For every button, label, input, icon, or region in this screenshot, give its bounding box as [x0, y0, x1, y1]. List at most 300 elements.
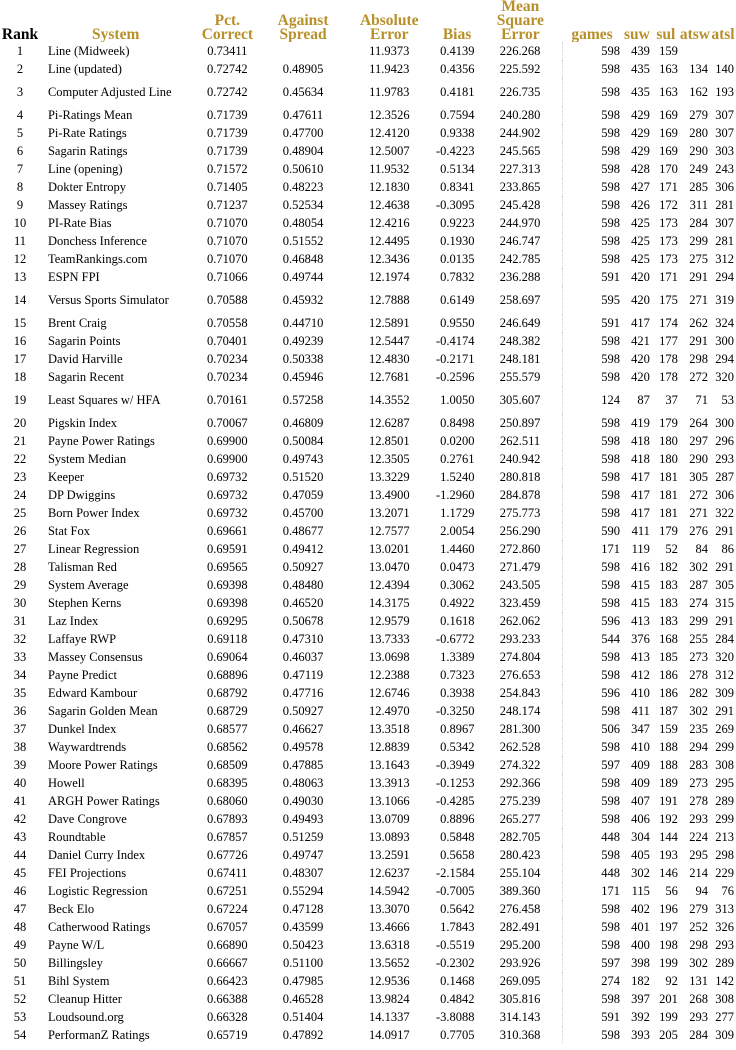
pct-correct-cell: 0.70161 [207, 393, 248, 407]
atsw-cell: 279 [689, 108, 708, 122]
atsw-cell: 283 [689, 758, 708, 772]
mse-cell: 244.902 [499, 126, 541, 140]
bias-cell: 0.8967 [440, 722, 475, 736]
table-row [0, 504, 736, 522]
atsw-cell: 284 [689, 1028, 708, 1042]
games-cell: 598 [562, 332, 622, 350]
atsw-cell: 295 [689, 848, 708, 862]
rank-cell: 37 [13, 722, 27, 736]
suw-cell: 406 [631, 812, 650, 826]
pct-correct-cell: 0.72742 [207, 85, 248, 99]
absolute-error-cell: 12.4394 [368, 578, 410, 592]
suw-cell: 410 [631, 740, 650, 754]
header-system: System [92, 26, 140, 42]
atsw-cell: 278 [689, 668, 708, 682]
against-spread-cell: 0.50927 [282, 704, 324, 718]
suw-cell: 413 [631, 614, 650, 628]
games-cell: 598 [562, 160, 622, 178]
table-row [0, 900, 736, 918]
bias-cell: -0.4223 [436, 144, 475, 158]
sul-cell: 169 [659, 108, 678, 122]
pct-correct-cell: 0.71070 [207, 234, 248, 248]
header-games: games [571, 26, 613, 42]
games-cell: 591 [562, 314, 622, 332]
mse-cell: 305.816 [499, 992, 541, 1006]
absolute-error-cell: 12.6746 [368, 686, 410, 700]
bias-cell: -0.2171 [436, 352, 475, 366]
header-against-spread: Against Spread [277, 12, 329, 42]
absolute-error-cell: 13.7333 [368, 632, 410, 646]
absolute-error-cell: 12.6237 [368, 866, 410, 880]
rank-cell: 3 [16, 85, 24, 99]
suw-cell: 115 [631, 884, 650, 898]
rank-cell: 16 [13, 334, 27, 348]
atsw-cell: 273 [689, 650, 708, 664]
atsw-cell: 252 [689, 920, 708, 934]
atsl-cell [710, 42, 736, 60]
sul-cell: 177 [659, 334, 678, 348]
bias-cell: 1.3389 [440, 650, 475, 664]
sul-cell: 192 [659, 812, 678, 826]
table-row [0, 666, 736, 684]
rank-cell: 52 [13, 992, 27, 1006]
against-spread-cell: 0.46809 [282, 416, 324, 430]
sul-cell: 191 [659, 794, 678, 808]
mse-cell: 250.897 [499, 416, 541, 430]
table-row [0, 106, 736, 124]
pct-correct-cell: 0.69591 [207, 542, 248, 556]
games-cell: 598 [562, 60, 622, 78]
games-cell: 596 [562, 684, 622, 702]
pct-correct-cell: 0.71739 [207, 126, 248, 140]
mse-cell: 275.239 [499, 794, 541, 808]
atsl-cell: 140 [715, 62, 734, 76]
system-cell: Computer Adjusted Line [47, 84, 172, 99]
table-row [0, 124, 736, 142]
system-cell: Payne Predict [47, 667, 118, 682]
table-row [0, 936, 736, 954]
system-cell: Line (Midweek) [47, 43, 130, 58]
atsl-cell: 298 [715, 848, 734, 862]
rank-cell: 48 [13, 920, 27, 934]
system-cell: Payne Power Ratings [47, 433, 155, 448]
absolute-error-cell: 13.1066 [368, 794, 410, 808]
pct-correct-cell: 0.69732 [207, 488, 248, 502]
table-row [0, 414, 736, 432]
games-cell: 598 [562, 414, 622, 432]
bias-cell: 0.7594 [440, 108, 475, 122]
games-cell: 598 [562, 558, 622, 576]
sul-cell: 159 [659, 44, 678, 58]
table-row [0, 268, 736, 286]
bias-cell: 1.1729 [440, 506, 475, 520]
suw-cell: 418 [631, 434, 650, 448]
rank-cell: 39 [13, 758, 27, 772]
absolute-error-cell: 13.4900 [368, 488, 410, 502]
sul-cell: 37 [665, 393, 678, 407]
absolute-error-cell: 13.0698 [368, 650, 410, 664]
games-cell: 590 [562, 522, 622, 540]
system-cell: Linear Regression [47, 541, 140, 556]
against-spread-cell: 0.49239 [282, 334, 324, 348]
absolute-error-cell: 12.4830 [368, 352, 410, 366]
atsl-cell: 296 [715, 434, 734, 448]
absolute-error-cell: 13.2071 [368, 506, 410, 520]
suw-cell: 419 [631, 416, 650, 430]
rank-cell: 23 [13, 470, 27, 484]
atsl-cell: 322 [715, 506, 734, 520]
header-sul: sul [656, 26, 676, 42]
suw-cell: 426 [631, 198, 650, 212]
games-cell: 506 [562, 720, 622, 738]
absolute-error-cell: 12.4638 [368, 198, 410, 212]
sul-cell: 173 [659, 252, 678, 266]
games-cell: 598 [562, 432, 622, 450]
rank-cell: 35 [13, 686, 27, 700]
atsw-cell: 274 [689, 596, 708, 610]
mse-cell: 246.649 [499, 316, 541, 330]
against-spread-cell: 0.48054 [282, 216, 324, 230]
atsw-cell: 299 [689, 614, 708, 628]
mse-cell: 280.818 [499, 470, 541, 484]
pct-correct-cell: 0.66667 [207, 956, 248, 970]
bias-cell: -0.1253 [436, 776, 475, 790]
against-spread-cell: 0.50423 [282, 938, 324, 952]
bias-cell: 0.9338 [440, 126, 475, 140]
rank-cell: 27 [13, 542, 27, 556]
absolute-error-cell: 12.5007 [368, 144, 410, 158]
system-cell: Cleanup Hitter [47, 991, 122, 1006]
sul-cell: 196 [659, 902, 678, 916]
games-cell: 598 [562, 106, 622, 124]
system-cell: Versus Sports Simulator [47, 292, 169, 307]
pct-correct-cell: 0.71066 [207, 270, 248, 284]
pct-correct-cell: 0.68792 [207, 686, 248, 700]
against-spread-cell: 0.46848 [282, 252, 324, 266]
table-row [0, 612, 736, 630]
system-cell: Line (opening) [47, 161, 123, 176]
table-row [0, 648, 736, 666]
against-spread-cell: 0.50927 [282, 560, 324, 574]
system-cell: ARGH Power Ratings [47, 793, 160, 808]
against-spread-cell: 0.45700 [282, 506, 324, 520]
sul-cell: 169 [659, 144, 678, 158]
pct-correct-cell: 0.68509 [207, 758, 248, 772]
against-spread-cell: 0.47700 [282, 126, 324, 140]
pct-correct-cell: 0.71070 [207, 252, 248, 266]
rank-cell: 19 [13, 393, 27, 407]
table-row [0, 386, 736, 414]
table-row [0, 792, 736, 810]
games-cell: 596 [562, 612, 622, 630]
table-row [0, 42, 736, 60]
against-spread-cell: 0.51552 [282, 234, 324, 248]
suw-cell: 397 [631, 992, 650, 1006]
pct-correct-cell: 0.67411 [207, 866, 248, 880]
pct-correct-cell: 0.71237 [207, 198, 248, 212]
system-cell: Stephen Kerns [47, 595, 122, 610]
sul-cell: 189 [659, 776, 678, 790]
bias-cell: -0.3949 [436, 758, 475, 772]
bias-cell: -2.1584 [436, 866, 475, 880]
pct-correct-cell: 0.69732 [207, 470, 248, 484]
table-row [0, 1026, 736, 1044]
mse-cell: 246.747 [499, 234, 541, 248]
atsl-cell: 294 [715, 270, 734, 284]
sul-cell: 185 [659, 650, 678, 664]
bias-cell: 0.4922 [440, 596, 475, 610]
atsw-cell: 84 [695, 542, 708, 556]
absolute-error-cell: 13.0893 [368, 830, 410, 844]
absolute-error-cell: 12.2388 [368, 668, 410, 682]
sul-cell: 197 [659, 920, 678, 934]
atsw-cell: 271 [689, 506, 708, 520]
sul-cell: 178 [659, 370, 678, 384]
absolute-error-cell: 12.7888 [368, 293, 410, 307]
bias-cell: 0.1468 [440, 974, 475, 988]
absolute-error-cell: 13.0709 [368, 812, 410, 826]
games-cell: 274 [562, 972, 622, 990]
games-cell: 598 [562, 178, 622, 196]
pct-correct-cell: 0.68896 [207, 668, 248, 682]
bias-cell: 0.4356 [440, 62, 475, 76]
suw-cell: 415 [631, 578, 650, 592]
rank-cell: 49 [13, 938, 27, 952]
games-cell: 598 [562, 810, 622, 828]
system-cell: Loudsound.org [47, 1009, 124, 1024]
absolute-error-cell: 11.9423 [369, 62, 410, 76]
suw-cell: 417 [631, 506, 650, 520]
suw-cell: 411 [631, 524, 650, 538]
atsl-cell: 305 [715, 578, 734, 592]
against-spread-cell: 0.49412 [282, 542, 324, 556]
atsw-cell: 290 [689, 452, 708, 466]
rank-cell: 53 [13, 1010, 27, 1024]
against-spread-cell: 0.50678 [282, 614, 324, 628]
table-row [0, 846, 736, 864]
games-cell: 598 [562, 792, 622, 810]
table-row [0, 990, 736, 1008]
atsw-cell: 291 [689, 334, 708, 348]
pct-correct-cell: 0.69661 [207, 524, 248, 538]
pct-correct-cell: 0.71739 [207, 144, 248, 158]
system-cell: TeamRankings.com [47, 251, 148, 266]
table-row [0, 702, 736, 720]
suw-cell: 393 [631, 1028, 650, 1042]
games-cell: 598 [562, 196, 622, 214]
absolute-error-cell: 12.4970 [368, 704, 410, 718]
suw-cell: 413 [631, 650, 650, 664]
against-spread-cell: 0.49493 [282, 812, 324, 826]
against-spread-cell: 0.49578 [282, 740, 324, 754]
atsl-cell: 295 [715, 776, 734, 790]
rank-cell: 2 [16, 62, 24, 76]
rank-cell: 10 [13, 216, 27, 230]
games-cell: 598 [562, 774, 622, 792]
against-spread-cell: 0.48223 [282, 180, 324, 194]
system-cell: Stat Fox [47, 523, 90, 538]
absolute-error-cell: 12.5447 [368, 334, 410, 348]
table-row [0, 576, 736, 594]
against-spread-cell: 0.46520 [282, 596, 324, 610]
games-cell: 171 [562, 540, 622, 558]
rank-cell: 46 [13, 884, 27, 898]
sul-cell: 168 [659, 632, 678, 646]
mse-cell: 227.313 [499, 162, 541, 176]
absolute-error-cell: 12.7681 [368, 370, 410, 384]
games-cell: 598 [562, 900, 622, 918]
atsw-cell: 293 [689, 1010, 708, 1024]
atsl-cell: 86 [721, 542, 734, 556]
games-cell: 597 [562, 756, 622, 774]
sul-cell: 186 [659, 668, 678, 682]
system-cell: Dunkel Index [47, 721, 117, 736]
atsl-cell: 307 [715, 216, 734, 230]
atsl-cell: 300 [715, 416, 734, 430]
bias-cell: 0.5342 [440, 740, 475, 754]
against-spread-cell: 0.46528 [282, 992, 324, 1006]
atsw-cell: 249 [689, 162, 708, 176]
pct-correct-cell: 0.67893 [207, 812, 248, 826]
atsl-cell: 307 [715, 108, 734, 122]
bias-cell: 0.4139 [440, 44, 475, 58]
table-row [0, 684, 736, 702]
atsl-cell: 229 [715, 866, 734, 880]
suw-cell: 398 [631, 956, 650, 970]
sul-cell: 199 [659, 1010, 678, 1024]
mse-cell: 262.528 [499, 740, 541, 754]
system-cell: Sagarin Recent [47, 369, 124, 384]
games-cell: 598 [562, 846, 622, 864]
suw-cell: 400 [631, 938, 650, 952]
mse-cell: 314.143 [499, 1010, 541, 1024]
absolute-error-cell: 12.1974 [368, 270, 410, 284]
games-cell: 598 [562, 468, 622, 486]
atsw-cell: 271 [689, 293, 708, 307]
atsw-cell: 279 [689, 902, 708, 916]
sul-cell: 181 [659, 506, 678, 520]
atsl-cell: 306 [715, 180, 734, 194]
system-cell: Howell [47, 775, 85, 790]
suw-cell: 415 [631, 596, 650, 610]
sul-cell: 181 [659, 470, 678, 484]
system-cell: Beck Elo [47, 901, 95, 916]
against-spread-cell: 0.48063 [282, 776, 324, 790]
rank-cell: 21 [13, 434, 27, 448]
sul-cell: 52 [665, 542, 678, 556]
sul-cell: 186 [659, 686, 678, 700]
bias-cell: -0.4174 [436, 334, 475, 348]
mse-cell: 240.280 [499, 108, 541, 122]
games-cell: 591 [562, 268, 622, 286]
atsl-cell: 277 [715, 1010, 734, 1024]
atsw-cell: 272 [689, 370, 708, 384]
atsw-cell: 290 [689, 144, 708, 158]
atsl-cell: 289 [715, 956, 734, 970]
atsw-cell: 302 [689, 560, 708, 574]
bias-cell: 0.1930 [440, 234, 475, 248]
table-row [0, 1008, 736, 1026]
suw-cell: 420 [631, 352, 650, 366]
sul-cell: 175 [659, 293, 678, 307]
system-cell: Waywardtrends [47, 739, 127, 754]
table-row [0, 954, 736, 972]
atsw-cell: 302 [689, 956, 708, 970]
bias-cell: 0.5848 [440, 830, 475, 844]
mse-cell: 248.174 [499, 704, 541, 718]
pct-correct-cell: 0.71070 [207, 216, 248, 230]
atsl-cell: 294 [715, 352, 734, 366]
table-row [0, 486, 736, 504]
sul-cell: 201 [659, 992, 678, 1006]
absolute-error-cell: 12.3505 [368, 452, 410, 466]
atsl-cell: 269 [715, 722, 734, 736]
atsw-cell: 294 [689, 740, 708, 754]
atsl-cell: 309 [715, 686, 734, 700]
mse-cell: 269.095 [499, 974, 541, 988]
mse-cell: 295.200 [499, 938, 541, 952]
sul-cell: 173 [659, 234, 678, 248]
system-cell: Sagarin Points [47, 333, 121, 348]
against-spread-cell: 0.43599 [282, 920, 324, 934]
bias-cell: 0.0135 [440, 252, 475, 266]
table-row [0, 368, 736, 386]
atsw-cell: 262 [689, 316, 708, 330]
system-cell: Donchess Inference [47, 233, 147, 248]
atsl-cell: 76 [721, 884, 734, 898]
sul-cell: 183 [659, 578, 678, 592]
mse-cell: 323.459 [499, 596, 541, 610]
against-spread-cell: 0.50084 [282, 434, 324, 448]
against-spread-cell: 0.48677 [282, 524, 324, 538]
bias-cell: 1.4460 [440, 542, 475, 556]
against-spread-cell: 0.48480 [282, 578, 324, 592]
against-spread-cell: 0.50610 [282, 162, 324, 176]
absolute-error-cell: 12.6287 [368, 416, 410, 430]
system-cell: Roundtable [47, 829, 106, 844]
pct-correct-cell: 0.68395 [207, 776, 248, 790]
atsl-cell: 306 [715, 488, 734, 502]
sul-cell: 174 [659, 316, 678, 330]
games-cell: 597 [562, 954, 622, 972]
header-pct-correct: Pct. Correct [201, 12, 254, 42]
atsw-cell: 273 [689, 776, 708, 790]
mse-cell: 226.268 [499, 44, 541, 58]
against-spread-cell: 0.45634 [282, 85, 324, 99]
games-cell: 598 [562, 936, 622, 954]
mse-cell: 280.423 [499, 848, 541, 862]
pct-correct-cell: 0.66388 [207, 992, 248, 1006]
suw-cell: 401 [631, 920, 650, 934]
sul-cell: 199 [659, 956, 678, 970]
system-cell: Laz Index [47, 613, 99, 628]
system-cell: Talisman Red [47, 559, 117, 574]
system-cell: Least Squares w/ HFA [47, 392, 161, 407]
rank-cell: 40 [13, 776, 27, 790]
pct-correct-cell: 0.69118 [207, 632, 248, 646]
suw-cell: 420 [631, 370, 650, 384]
suw-cell: 87 [637, 393, 650, 407]
games-cell: 598 [562, 42, 622, 60]
atsl-cell: 320 [715, 650, 734, 664]
rank-cell: 29 [13, 578, 27, 592]
system-cell: PI-Rate Bias [47, 215, 112, 230]
against-spread-cell: 0.46627 [282, 722, 324, 736]
suw-cell: 439 [631, 44, 650, 58]
sul-cell: 144 [659, 830, 678, 844]
rank-cell: 33 [13, 650, 27, 664]
against-spread-cell: 0.49747 [282, 848, 324, 862]
